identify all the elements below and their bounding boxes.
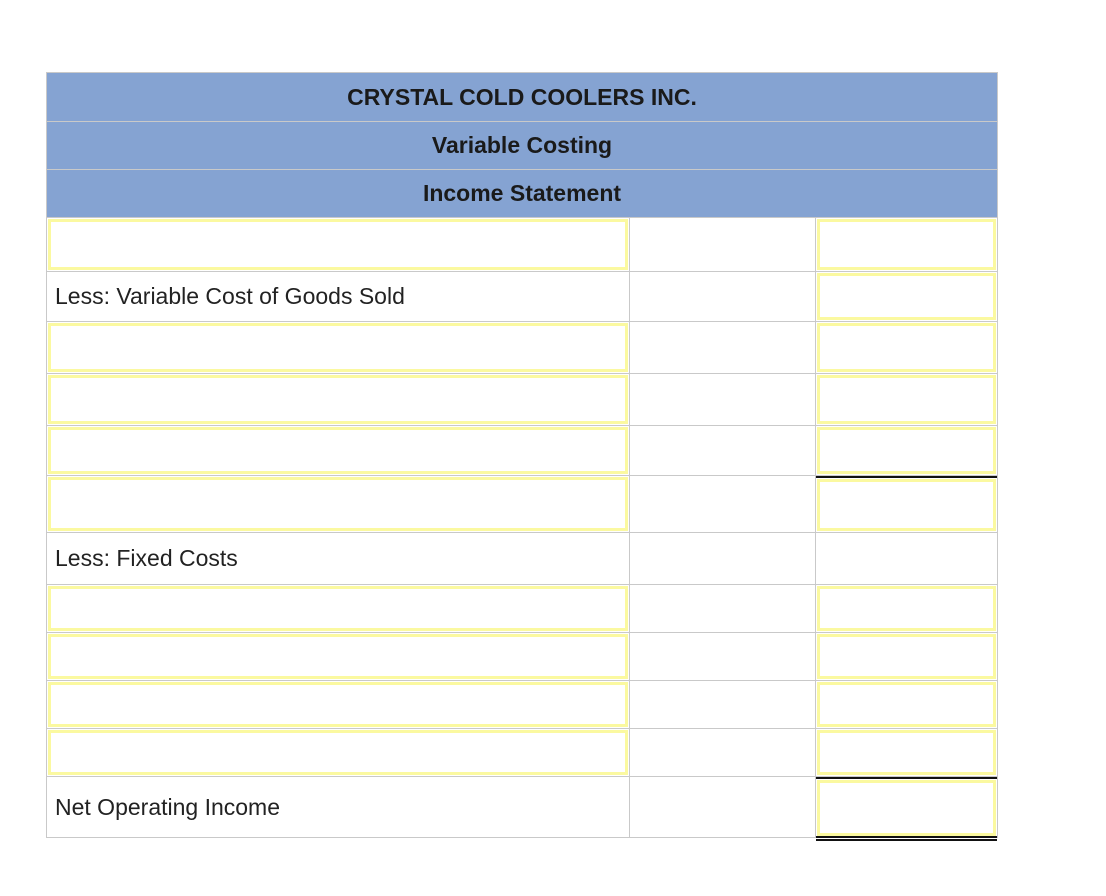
amount-cell [630, 218, 816, 271]
subtotal-cell [816, 476, 997, 532]
net-operating-income-input[interactable] [817, 780, 996, 836]
fixed-cost-total-input[interactable] [817, 586, 996, 631]
label-cell [47, 681, 630, 728]
table-row [47, 272, 997, 322]
net-income-cell [816, 777, 997, 837]
variable-cogs-total-input[interactable] [817, 273, 996, 320]
total-cell [816, 681, 997, 728]
income-statement-table [46, 72, 998, 838]
label-cell [47, 585, 630, 632]
fixed-cost-label-input[interactable] [48, 730, 628, 775]
line-total-input[interactable] [817, 375, 996, 424]
table-row [47, 729, 997, 777]
statement-title-header: Income Statement [47, 170, 997, 218]
amount-cell [630, 729, 816, 776]
fixed-costs-label: Less: Fixed Costs [55, 545, 238, 571]
amount-cell [630, 272, 816, 321]
fixed-cost-total-input[interactable] [817, 730, 996, 775]
table-row [47, 681, 997, 729]
company-name-header: CRYSTAL COLD COOLERS INC. [47, 73, 997, 122]
amount-cell [630, 633, 816, 680]
label-cell [47, 322, 630, 373]
sales-total-input[interactable] [817, 219, 996, 270]
amount-cell [630, 322, 816, 373]
total-cell [816, 533, 997, 584]
total-cell [816, 374, 997, 425]
sales-label-input[interactable] [48, 219, 628, 270]
line-label-input[interactable] [48, 477, 628, 531]
total-cell [816, 729, 997, 776]
total-cell [816, 272, 997, 321]
amount-cell [630, 681, 816, 728]
line-label-input[interactable] [48, 375, 628, 424]
fixed-cost-total-input[interactable] [817, 634, 996, 679]
total-cell [816, 322, 997, 373]
table-row [47, 585, 997, 633]
line-label-input[interactable] [48, 427, 628, 474]
table-row [47, 476, 997, 533]
label-cell [47, 272, 630, 321]
fixed-cost-label-input[interactable] [48, 682, 628, 727]
table-row [47, 533, 997, 585]
net-operating-income-label: Net Operating Income [55, 793, 281, 820]
table-row [47, 322, 997, 374]
total-cell [816, 426, 997, 475]
line-total-input[interactable] [817, 427, 996, 474]
label-cell [47, 218, 630, 271]
total-cell [816, 585, 997, 632]
total-cell [816, 633, 997, 680]
label-cell [47, 729, 630, 776]
amount-cell [630, 777, 816, 837]
line-total-input[interactable] [817, 323, 996, 372]
label-cell [47, 633, 630, 680]
table-row [47, 426, 997, 476]
label-cell [47, 426, 630, 475]
amount-cell [630, 374, 816, 425]
subtotal-input[interactable] [817, 479, 996, 531]
label-cell [47, 533, 630, 584]
fixed-cost-label-input[interactable] [48, 586, 628, 631]
total-cell [816, 218, 997, 271]
table-row [47, 374, 997, 426]
label-cell [47, 476, 630, 532]
amount-cell [630, 585, 816, 632]
table-row [47, 777, 997, 837]
label-cell [47, 777, 630, 837]
variable-cogs-label: Less: Variable Cost of Goods Sold [55, 283, 405, 309]
amount-cell [630, 533, 816, 584]
amount-cell [630, 426, 816, 475]
fixed-cost-label-input[interactable] [48, 634, 628, 679]
table-row [47, 218, 997, 272]
costing-method-header: Variable Costing [47, 122, 997, 170]
table-row [47, 633, 997, 681]
label-cell [47, 374, 630, 425]
fixed-cost-total-input[interactable] [817, 682, 996, 727]
amount-cell [630, 476, 816, 532]
line-label-input[interactable] [48, 323, 628, 372]
